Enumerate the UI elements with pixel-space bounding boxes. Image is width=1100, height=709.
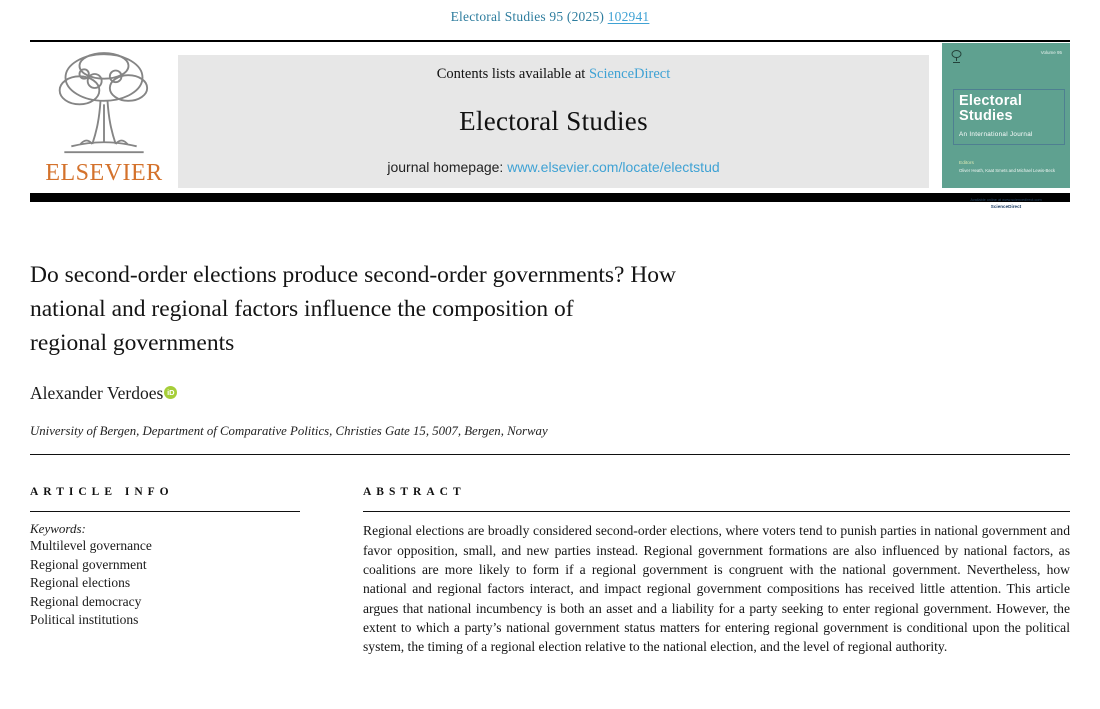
cover-title-line2: Studies <box>959 108 1013 124</box>
keyword-item: Regional elections <box>30 575 131 591</box>
journal-name: Electoral Studies <box>459 105 648 136</box>
keyword-item: Political institutions <box>30 612 139 628</box>
keyword-item: Multilevel governance <box>30 538 152 554</box>
elsevier-wordmark: ELSEVIER <box>45 160 163 186</box>
keyword-item: Regional democracy <box>30 593 142 609</box>
orcid-icon[interactable]: iD <box>164 386 177 399</box>
author-affiliation: University of Bergen, Department of Comparative Politics, Christies Gate 15, 5007, Bergen, Norway <box>30 424 548 438</box>
homepage-line <box>188 159 919 175</box>
author-line <box>30 383 1070 404</box>
article-info-rule <box>30 511 300 512</box>
cover-sciencedirect-label: ScienceDirect <box>990 204 1022 209</box>
cover-title-line1: Electoral <box>959 93 1023 109</box>
abstract-heading: ABSTRACT <box>363 486 466 499</box>
journal-citation <box>30 0 1070 25</box>
keyword-item: Regional government <box>30 556 147 572</box>
section-divider <box>30 454 1070 455</box>
article-id-link[interactable]: 102941 <box>607 9 650 24</box>
elsevier-tree-icon <box>44 46 164 158</box>
contents-line <box>188 66 919 83</box>
cover-subtitle: An International Journal <box>959 131 1033 138</box>
article-title-line: Do second-order elections produce second-order governments? How <box>30 262 677 288</box>
homepage-prefix: journal homepage: <box>387 159 508 175</box>
journal-cover-thumbnail <box>942 43 1070 209</box>
masthead-thick-divider <box>30 193 1070 202</box>
cover-title-box <box>953 89 1065 145</box>
abstract-rule <box>363 511 1070 512</box>
abstract-column <box>363 486 1070 656</box>
journal-banner <box>178 55 929 188</box>
keywords-label: Keywords: <box>30 521 86 537</box>
cover-volume-label: Volume 95 <box>1040 50 1062 55</box>
homepage-link[interactable]: www.elsevier.com/locate/electstud <box>507 159 720 175</box>
contents-prefix: Contents lists available at <box>436 66 589 82</box>
cover-editors-label: Editors <box>959 161 974 166</box>
article-info-column <box>30 486 335 656</box>
article-title-line: national and regional factors influence the composition of <box>30 296 574 322</box>
article-info-heading: ARTICLE INFO <box>30 486 174 499</box>
author-name: Alexander Verdoes <box>30 383 164 403</box>
cover-editors: Oliver Heath, Kaat Smets and Michael Lewis-Beck <box>959 168 1056 173</box>
cover-available-line: Available online at www.sciencedirect.com <box>970 198 1042 202</box>
info-abstract-section <box>30 486 1070 656</box>
masthead <box>30 42 1070 209</box>
cover-mini-tree-icon <box>951 50 962 64</box>
article-title <box>30 258 1070 360</box>
journal-citation-text: Electoral Studies 95 (2025) <box>450 9 605 24</box>
elsevier-logo <box>30 42 178 193</box>
sciencedirect-link[interactable]: ScienceDirect <box>588 66 671 82</box>
article-title-line: regional governments <box>30 330 235 356</box>
abstract-text: Regional elections are broadly considered second-order elections, where voters tend to punish parties in national government and favor opposition, small, and new parties instead. Regional government formations are also influenced by national factors, as coalitions are more likely to form if a regional government is congruent with the national government. Nevertheless, how national and regional factors interact, and impact regional government compositions has received little attention. This article argues that national incumbency is both an asset and a liability for a party seeking to enter regional government. However, the extent to which a party’s national government status matters for entering regional government is conditional upon the political system, the timing of a regional election relative to the national election, and the level of regional authority. <box>363 523 1070 655</box>
